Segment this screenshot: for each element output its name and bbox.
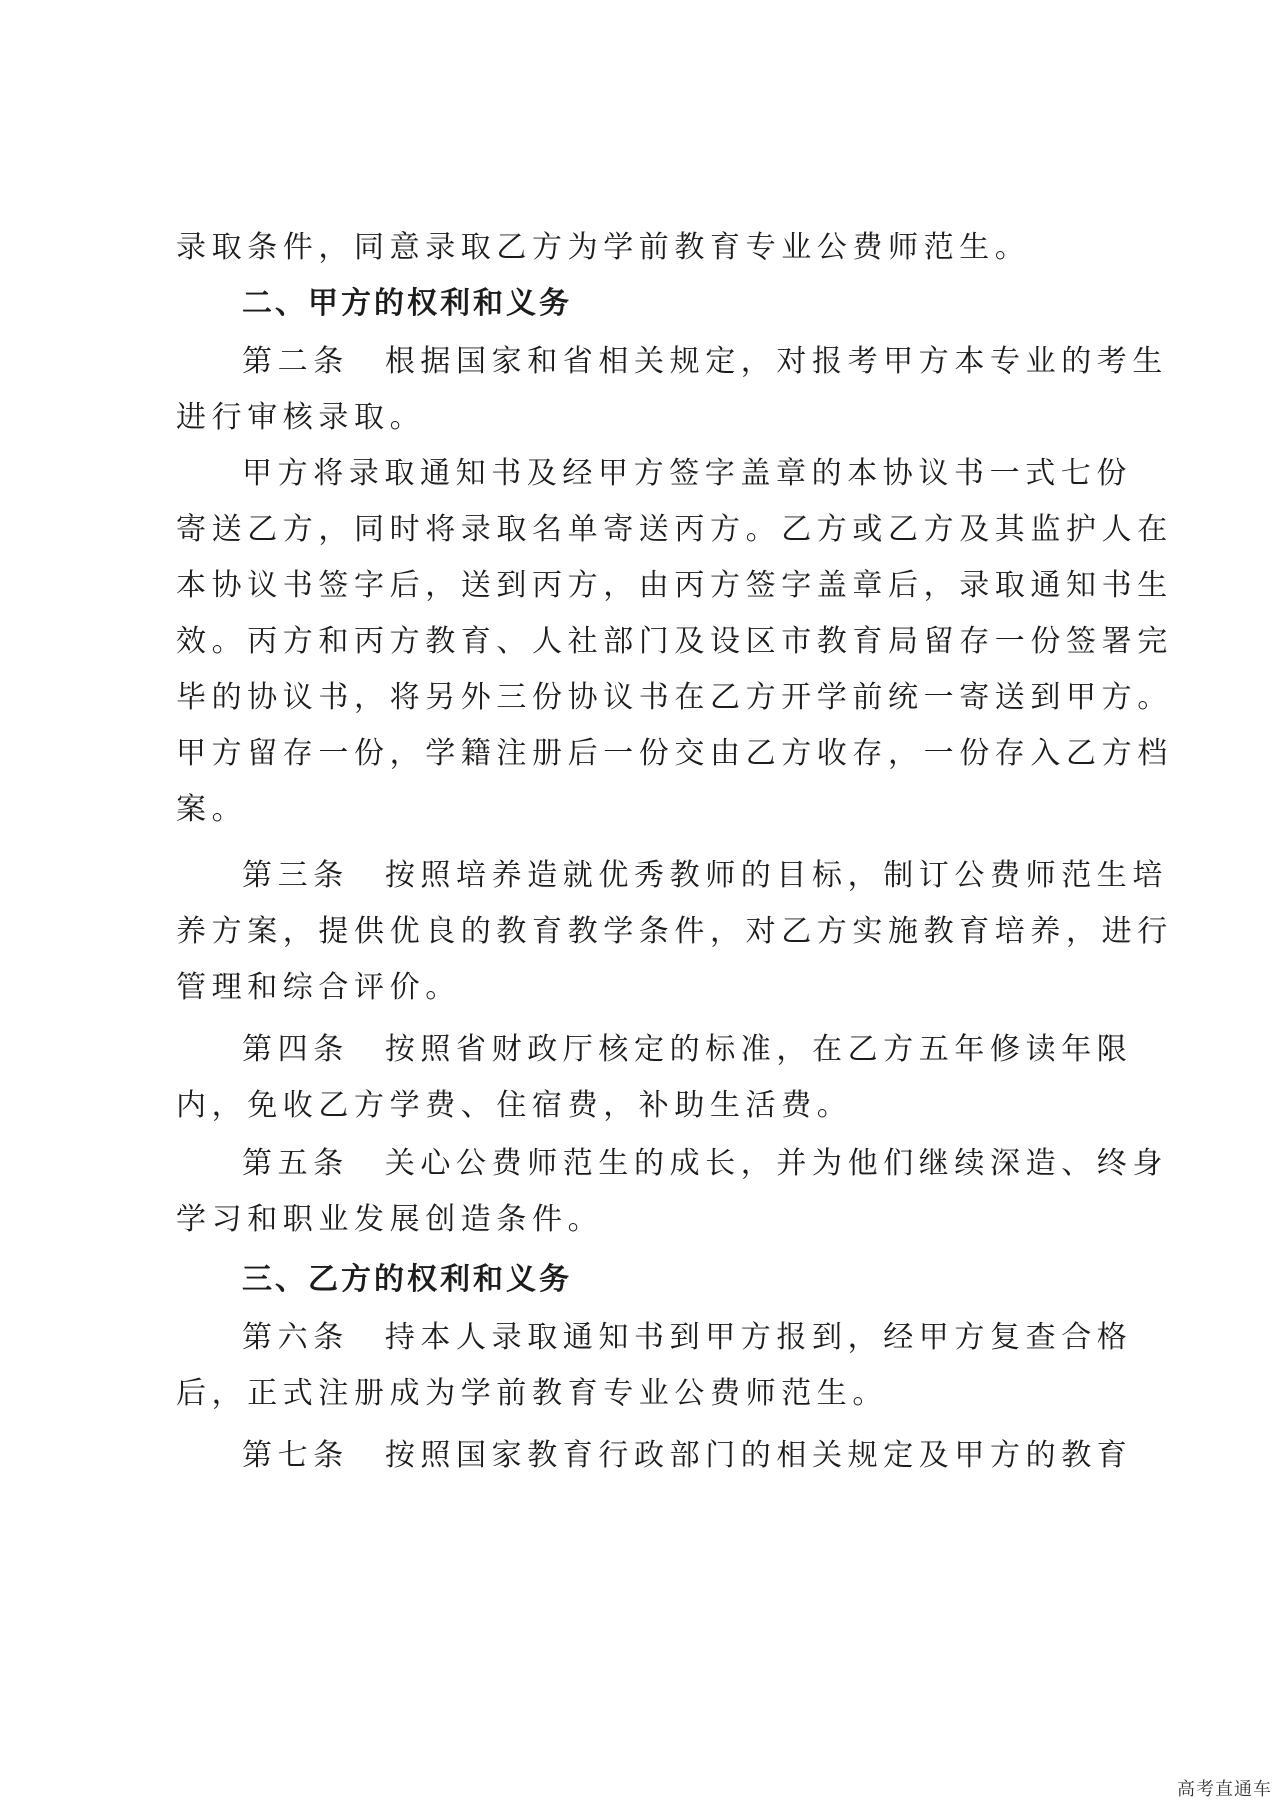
text-line: 毕的协议书，将另外三份协议书在乙方开学前统一寄送到甲方。 [176,680,1173,715]
article-6-text: 持本人录取通知书到甲方报到，经甲方复查合格 [384,1320,1133,1355]
article-4-label: 第四条 [242,1032,349,1067]
article-4-line [176,1032,1132,1068]
article-6-label: 第六条 [242,1320,349,1355]
text-line: 学习和职业发展创造条件。 [176,1202,604,1237]
article-7-line [176,1438,1132,1474]
article-4-text: 按照省财政厅核定的标准，在乙方五年修读年限 [384,1032,1133,1067]
article-7-label: 第七条 [242,1438,349,1473]
article-3-text: 按照培养造就优秀教师的目标，制订公费师范生培 [384,858,1169,893]
text-line: 进行审核录取。 [176,400,426,435]
article-3-label: 第三条 [242,858,349,893]
article-3-line [176,858,1169,894]
text-line: 养方案，提供优良的教育教学条件，对乙方实施教育培养，进行 [176,914,1173,949]
text-line: 录取条件，同意录取乙方为学前教育专业公费师范生。 [176,230,1031,265]
text-line: 效。丙方和丙方教育、人社部门及设区市教育局留存一份签署完 [176,624,1173,659]
article-5-line [176,1146,1169,1182]
watermark: 高考直通车 [1177,1779,1272,1800]
text-line: 甲方将录取通知书及经甲方签字盖章的本协议书一式七份 [242,456,1132,491]
text-line: 内，免收乙方学费、住宿费，补助生活费。 [176,1088,853,1123]
article-2-label: 第二条 [242,344,349,379]
article-5-text: 关心公费师范生的成长，并为他们继续深造、终身 [384,1146,1169,1181]
article-7-text: 按照国家教育行政部门的相关规定及甲方的教育 [384,1438,1133,1473]
text-line: 管理和综合评价。 [176,970,461,1005]
text-line: 本协议书签字后，送到丙方，由丙方签字盖章后，录取通知书生 [176,568,1173,603]
text-line: 后，正式注册成为学前教育专业公费师范生。 [176,1376,888,1411]
text-line: 甲方留存一份，学籍注册后一份交由乙方收存，一份存入乙方档 [176,736,1173,771]
text-line: 寄送乙方，同时将录取名单寄送丙方。乙方或乙方及其监护人在 [176,512,1173,547]
article-2-text: 根据国家和省相关规定，对报考甲方本专业的考生 [384,344,1169,379]
article-6-line [176,1320,1132,1356]
section-heading-2: 二、甲方的权利和义务 [242,286,572,321]
section-heading-3: 三、乙方的权利和义务 [242,1262,572,1297]
article-2-line [176,344,1169,380]
article-5-label: 第五条 [242,1146,349,1181]
text-line: 案。 [176,792,248,827]
